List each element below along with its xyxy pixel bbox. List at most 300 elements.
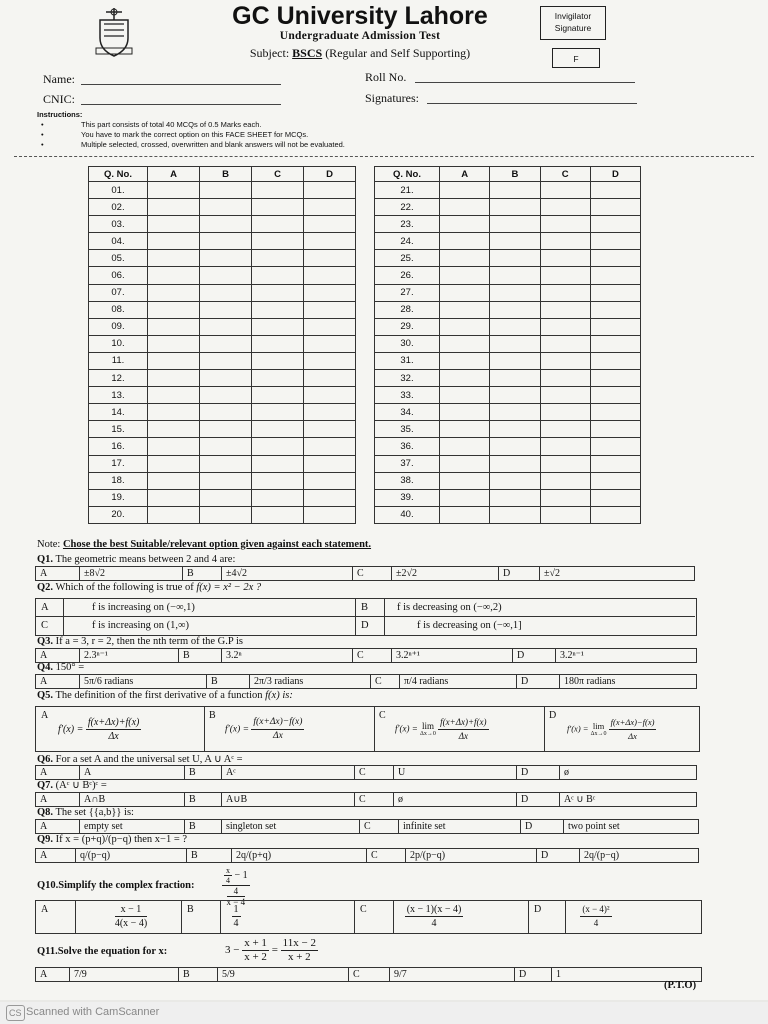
question-number-cell: 14. <box>89 404 148 421</box>
answer-bubble-a[interactable] <box>148 199 200 216</box>
answer-bubble-a[interactable] <box>148 387 200 404</box>
answer-bubble-b[interactable] <box>200 267 252 284</box>
option-label-c: C <box>348 968 390 981</box>
cnic-label: CNIC: <box>43 92 76 106</box>
answer-bubble-a[interactable] <box>148 489 200 506</box>
answer-bubble-d[interactable] <box>590 404 640 421</box>
answer-bubble-c[interactable] <box>540 301 590 318</box>
answer-bubble-d[interactable] <box>304 421 356 438</box>
limit-word: lim <box>592 721 605 731</box>
roll-no-field[interactable] <box>365 70 406 85</box>
numerator: f(x+Δx)+f(x) <box>87 717 140 728</box>
answer-bubble-a[interactable] <box>440 421 490 438</box>
answer-bubble-c[interactable] <box>252 370 304 387</box>
answer-bubble-c[interactable] <box>540 250 590 267</box>
numerator: f(x+Δx)+f(x) <box>438 716 488 730</box>
option-label-c: C <box>352 649 392 662</box>
option-label-c: C <box>370 675 400 688</box>
answer-bubble-b[interactable] <box>200 250 252 267</box>
answer-bubble-d[interactable] <box>590 301 640 318</box>
answer-bubble-a[interactable] <box>440 301 490 318</box>
answer-bubble-a[interactable] <box>440 387 490 404</box>
answer-bubble-d[interactable] <box>304 182 356 199</box>
answer-bubble-a[interactable] <box>148 438 200 455</box>
denominator: x + 2 <box>287 951 311 963</box>
answer-bubble-a[interactable] <box>148 284 200 301</box>
answer-row <box>89 250 356 267</box>
answer-bubble-a[interactable] <box>148 216 200 233</box>
question-number-cell: 03. <box>89 216 148 233</box>
answer-bubble-c[interactable] <box>540 267 590 284</box>
option-label-d: D <box>516 675 560 688</box>
answer-row <box>89 318 356 335</box>
option-c[interactable]: 9/7 <box>394 969 407 980</box>
answer-bubble-c[interactable] <box>252 438 304 455</box>
subject-line <box>160 46 560 61</box>
answer-bubble-d[interactable] <box>304 489 356 506</box>
answer-bubble-a[interactable] <box>440 438 490 455</box>
option-c[interactable] <box>394 901 474 933</box>
option-d[interactable] <box>566 901 626 933</box>
answer-bubble-a[interactable] <box>148 267 200 284</box>
answer-row <box>375 370 641 387</box>
answer-bubble-c[interactable] <box>540 506 590 523</box>
answer-bubble-c[interactable] <box>540 438 590 455</box>
answer-bubble-a[interactable] <box>148 352 200 369</box>
col-c: C <box>540 167 590 182</box>
denominator: 4 <box>431 918 437 929</box>
options-q7 <box>35 792 697 807</box>
answer-bubble-a[interactable] <box>440 284 490 301</box>
answer-bubble-b[interactable] <box>200 318 252 335</box>
answer-bubble-d[interactable] <box>304 438 356 455</box>
answer-bubble-a[interactable] <box>440 455 490 472</box>
option-b[interactable] <box>221 901 251 933</box>
option-d[interactable] <box>544 707 699 751</box>
answer-row <box>375 233 641 250</box>
answer-bubble-d[interactable] <box>590 455 640 472</box>
answer-bubble-a[interactable] <box>440 352 490 369</box>
inner-denominator: x − 4 <box>226 897 246 907</box>
answer-bubble-a[interactable] <box>440 233 490 250</box>
option-c[interactable]: ±2√2 <box>396 568 417 579</box>
answer-bubble-c[interactable] <box>252 489 304 506</box>
answer-bubble-d[interactable] <box>590 318 640 335</box>
numerator: f(x+Δx)−f(x) <box>251 716 304 730</box>
answer-bubble-d[interactable] <box>590 370 640 387</box>
answer-bubble-d[interactable] <box>304 404 356 421</box>
answer-bubble-b[interactable] <box>490 352 540 369</box>
option-a[interactable]: f is increasing on (−∞,1) <box>64 599 384 617</box>
option-a[interactable]: A∩B <box>84 794 106 805</box>
option-label-b: B <box>355 599 385 617</box>
answer-bubble-a[interactable] <box>148 506 200 523</box>
answer-bubble-d[interactable] <box>304 506 356 523</box>
answer-bubble-c[interactable] <box>252 301 304 318</box>
answer-bubble-a[interactable] <box>440 370 490 387</box>
option-label-a: A <box>36 675 80 688</box>
answer-bubble-c[interactable] <box>540 370 590 387</box>
answer-bubble-c[interactable] <box>540 233 590 250</box>
answer-bubble-d[interactable] <box>304 233 356 250</box>
answer-bubble-a[interactable] <box>440 472 490 489</box>
answer-bubble-d[interactable] <box>304 455 356 472</box>
roll-no-label: Roll No. <box>365 70 407 84</box>
cnic-field[interactable] <box>43 92 75 107</box>
answer-bubble-a[interactable] <box>440 182 490 199</box>
roll-no-line <box>415 82 635 83</box>
answer-bubble-c[interactable] <box>540 352 590 369</box>
answer-row <box>375 267 641 284</box>
question-4 <box>37 662 84 673</box>
answer-bubble-b[interactable] <box>200 182 252 199</box>
answer-bubble-b[interactable] <box>490 472 540 489</box>
question-number: Q5. <box>37 690 54 701</box>
question-text: 150° = <box>55 662 85 673</box>
instructions-list <box>37 120 345 150</box>
option-a[interactable]: ±8√2 <box>84 568 105 579</box>
outer-numerator-rest: − 1 <box>232 869 248 881</box>
answer-bubble-d[interactable] <box>590 506 640 523</box>
question-number-cell: 34. <box>375 404 440 421</box>
option-b[interactable]: A∪B <box>226 794 248 805</box>
option-a[interactable] <box>76 901 186 933</box>
answer-bubble-d[interactable] <box>590 489 640 506</box>
answer-bubble-d[interactable] <box>590 233 640 250</box>
option-c[interactable]: f is increasing on (1,∞) <box>92 620 190 631</box>
answer-bubble-b[interactable] <box>200 335 252 352</box>
answer-bubble-b[interactable] <box>200 370 252 387</box>
option-label-c: C <box>36 617 64 635</box>
derivative-lhs: f′(x) = <box>225 724 250 735</box>
question-number-cell: 01. <box>89 182 148 199</box>
answer-row <box>89 438 356 455</box>
answer-bubble-d[interactable] <box>590 438 640 455</box>
option-c[interactable]: 3.2ⁿ⁺¹ <box>396 650 420 661</box>
answer-bubble-a[interactable] <box>440 318 490 335</box>
fraction <box>232 903 241 930</box>
university-crest-icon <box>92 6 136 58</box>
answer-bubble-b[interactable] <box>490 387 540 404</box>
invigilator-signature-box[interactable]: Invigilator Signature <box>540 6 606 40</box>
question-text: If a = 3, r = 2, then the nth term of the G.P is <box>55 636 243 647</box>
answer-bubble-b[interactable] <box>200 506 252 523</box>
answer-bubble-c[interactable] <box>252 404 304 421</box>
answer-bubble-d[interactable] <box>304 199 356 216</box>
answer-bubble-b[interactable] <box>200 472 252 489</box>
option-d[interactable]: ±√2 <box>544 568 560 579</box>
option-c[interactable]: ø <box>398 794 403 805</box>
question-number-cell: 25. <box>375 250 440 267</box>
answer-bubble-c[interactable] <box>252 233 304 250</box>
answer-bubble-c[interactable] <box>252 216 304 233</box>
option-b[interactable]: f is decreasing on (−∞,2) <box>385 599 695 617</box>
answer-bubble-b[interactable] <box>200 421 252 438</box>
answer-bubble-c[interactable] <box>252 506 304 523</box>
option-label-a: A <box>36 901 76 933</box>
answer-bubble-d[interactable] <box>590 182 640 199</box>
answer-row <box>89 506 356 523</box>
limit-word: lim <box>421 721 434 731</box>
answer-bubble-c[interactable] <box>540 318 590 335</box>
answer-bubble-b[interactable] <box>490 438 540 455</box>
answer-bubble-b[interactable] <box>490 233 540 250</box>
option-a[interactable]: 5π/6 radians <box>84 676 134 687</box>
option-a[interactable]: empty set <box>84 821 123 832</box>
col-qno: Q. No. <box>375 167 440 182</box>
answer-bubble-c[interactable] <box>252 335 304 352</box>
answer-bubble-a[interactable] <box>440 335 490 352</box>
answer-bubble-a[interactable] <box>148 318 200 335</box>
answer-bubble-c[interactable] <box>252 267 304 284</box>
answer-bubble-b[interactable] <box>490 216 540 233</box>
answer-row <box>89 387 356 404</box>
answer-bubble-b[interactable] <box>200 216 252 233</box>
option-label-c: C <box>352 567 392 580</box>
answer-bubble-c[interactable] <box>252 182 304 199</box>
col-d: D <box>590 167 640 182</box>
question-3 <box>37 636 243 647</box>
option-b[interactable]: ±4√2 <box>226 568 247 579</box>
answer-bubble-a[interactable] <box>148 404 200 421</box>
numerator: f(x+Δx)−f(x) <box>609 716 657 730</box>
answer-bubble-b[interactable] <box>200 438 252 455</box>
answer-bubble-c[interactable] <box>540 472 590 489</box>
option-d[interactable]: 2q/(p−q) <box>584 850 620 861</box>
answer-bubble-d[interactable] <box>590 250 640 267</box>
answer-bubble-a[interactable] <box>440 216 490 233</box>
answer-bubble-a[interactable] <box>148 233 200 250</box>
answer-bubble-a[interactable] <box>440 250 490 267</box>
col-a: A <box>440 167 490 182</box>
question-number-cell: 36. <box>375 438 440 455</box>
answer-bubble-b[interactable] <box>490 199 540 216</box>
option-d[interactable]: Aᶜ ∪ Bᶜ <box>564 794 596 805</box>
option-a[interactable]: q/(p−q) <box>80 850 111 861</box>
question-text: (Aᶜ ∪ Bᶜ)ᶜ = <box>55 780 107 791</box>
fraction <box>609 716 657 743</box>
answer-bubble-c[interactable] <box>252 199 304 216</box>
answer-bubble-a[interactable] <box>148 182 200 199</box>
instruction-item: • This part consists of total 40 MCQs of 0.5 Marks each. <box>41 120 345 130</box>
answer-bubble-b[interactable] <box>490 301 540 318</box>
option-c[interactable] <box>374 707 544 751</box>
answer-bubble-d[interactable] <box>304 284 356 301</box>
answer-bubble-c[interactable] <box>540 404 590 421</box>
answer-bubble-c[interactable] <box>540 421 590 438</box>
option-label-b: B <box>206 675 250 688</box>
option-b[interactable]: Aᶜ <box>226 767 236 778</box>
option-b[interactable]: singleton set <box>226 821 277 832</box>
answer-bubble-d[interactable] <box>590 421 640 438</box>
answer-bubble-d[interactable] <box>590 387 640 404</box>
answer-bubble-c[interactable] <box>252 387 304 404</box>
answer-bubble-b[interactable] <box>490 404 540 421</box>
option-d[interactable]: 180π radians <box>564 676 616 687</box>
note <box>37 539 371 550</box>
question-2 <box>37 582 261 593</box>
fraction <box>242 937 269 964</box>
answer-bubble-d[interactable] <box>304 472 356 489</box>
option-a[interactable] <box>36 707 204 751</box>
answer-bubble-a[interactable] <box>148 250 200 267</box>
answer-bubble-b[interactable] <box>200 489 252 506</box>
option-c[interactable]: infinite set <box>403 821 446 832</box>
answer-bubble-b[interactable] <box>490 250 540 267</box>
answer-bubble-c[interactable] <box>540 489 590 506</box>
answer-bubble-d[interactable] <box>590 216 640 233</box>
answer-bubble-c[interactable] <box>252 352 304 369</box>
answer-bubble-a[interactable] <box>440 489 490 506</box>
answer-bubble-d[interactable] <box>590 472 640 489</box>
answer-bubble-d[interactable] <box>590 352 640 369</box>
answer-bubble-d[interactable] <box>590 267 640 284</box>
answer-bubble-b[interactable] <box>490 506 540 523</box>
answer-bubble-a[interactable] <box>148 421 200 438</box>
option-a[interactable]: A <box>84 767 92 778</box>
answer-bubble-d[interactable] <box>590 335 640 352</box>
answer-bubble-b[interactable] <box>200 199 252 216</box>
limit-subscript: Δx→0 <box>590 731 607 737</box>
question-number-cell: 28. <box>375 301 440 318</box>
answer-bubble-d[interactable] <box>590 284 640 301</box>
option-b[interactable]: 5/9 <box>222 969 235 980</box>
answer-bubble-c[interactable] <box>540 284 590 301</box>
cnic-line <box>81 104 281 105</box>
question-number-cell: 10. <box>89 335 148 352</box>
col-b: B <box>200 167 252 182</box>
answer-bubble-a[interactable] <box>148 455 200 472</box>
answer-bubble-b[interactable] <box>200 352 252 369</box>
answer-bubble-a[interactable] <box>148 335 200 352</box>
option-d-formula <box>567 716 656 743</box>
option-d[interactable]: f is decreasing on (−∞,1] <box>417 620 522 631</box>
answer-bubble-c[interactable] <box>252 455 304 472</box>
name-line <box>81 84 281 85</box>
question-7 <box>37 779 107 791</box>
answer-bubble-d[interactable] <box>304 318 356 335</box>
answer-bubble-a[interactable] <box>148 370 200 387</box>
answer-bubble-c[interactable] <box>540 182 590 199</box>
answer-bubble-b[interactable] <box>490 182 540 199</box>
answer-bubble-b[interactable] <box>200 455 252 472</box>
answer-bubble-c[interactable] <box>252 284 304 301</box>
answer-bubble-d[interactable] <box>304 267 356 284</box>
answer-bubble-d[interactable] <box>304 387 356 404</box>
answer-bubble-b[interactable] <box>200 233 252 250</box>
answer-bubble-c[interactable] <box>252 318 304 335</box>
answer-bubble-d[interactable] <box>304 352 356 369</box>
question-number-cell: 17. <box>89 455 148 472</box>
answer-bubble-c[interactable] <box>252 472 304 489</box>
answer-bubble-b[interactable] <box>490 284 540 301</box>
question-text: The definition of the first derivative of a function <box>55 690 263 701</box>
answer-row <box>375 335 641 352</box>
question-number: Q6. <box>37 754 54 765</box>
answer-bubble-b[interactable] <box>200 404 252 421</box>
answer-row <box>375 506 641 523</box>
option-b[interactable]: 2q/(p+q) <box>236 850 272 861</box>
option-c[interactable]: π/4 radians <box>404 676 449 687</box>
answer-bubble-b[interactable] <box>490 318 540 335</box>
name-field[interactable] <box>43 72 75 87</box>
answer-bubble-d[interactable] <box>304 335 356 352</box>
answer-bubble-d[interactable] <box>304 216 356 233</box>
option-d[interactable]: ø <box>564 767 569 778</box>
answer-table-left <box>88 166 356 524</box>
answer-bubble-d[interactable] <box>304 301 356 318</box>
answer-bubble-b[interactable] <box>490 335 540 352</box>
answer-bubble-a[interactable] <box>440 199 490 216</box>
answer-bubble-a[interactable] <box>440 506 490 523</box>
answer-bubble-b[interactable] <box>490 455 540 472</box>
answer-bubble-a[interactable] <box>440 404 490 421</box>
answer-bubble-c[interactable] <box>540 216 590 233</box>
answer-bubble-b[interactable] <box>490 489 540 506</box>
answer-row <box>375 216 641 233</box>
option-b[interactable]: 2π/3 radians <box>254 676 304 687</box>
question-text: The set {{a,b}} is: <box>55 807 134 818</box>
subject-detail: (Regular and Self Supporting) <box>325 46 471 60</box>
option-b[interactable] <box>204 707 374 751</box>
answer-row <box>375 455 641 472</box>
numerator: x + 1 <box>244 937 267 949</box>
answer-row <box>375 421 641 438</box>
inner-numerator: x <box>226 866 230 875</box>
option-a[interactable]: 2.3ⁿ⁻¹ <box>84 650 108 661</box>
fraction <box>281 937 318 964</box>
answer-bubble-a[interactable] <box>148 472 200 489</box>
answer-bubble-c[interactable] <box>540 387 590 404</box>
answer-bubble-b[interactable] <box>200 301 252 318</box>
option-d[interactable]: 1 <box>556 969 561 980</box>
answer-bubble-b[interactable] <box>490 267 540 284</box>
question-9 <box>37 834 187 845</box>
option-label-a: A <box>36 820 80 833</box>
question-text: The geometric means between 2 and 4 are: <box>55 554 236 565</box>
answer-bubble-c[interactable] <box>540 455 590 472</box>
question-number-cell: 22. <box>375 199 440 216</box>
answer-bubble-b[interactable] <box>490 421 540 438</box>
question-number-cell: 38. <box>375 472 440 489</box>
answer-bubble-d[interactable] <box>304 370 356 387</box>
signatures-field[interactable] <box>365 91 419 106</box>
option-c[interactable]: 2p/(p−q) <box>410 850 446 861</box>
answer-bubble-c[interactable] <box>540 335 590 352</box>
answer-row <box>89 404 356 421</box>
option-c[interactable]: U <box>398 767 406 778</box>
answer-bubble-a[interactable] <box>440 267 490 284</box>
option-label-c: C <box>379 710 386 721</box>
answer-bubble-b[interactable] <box>200 387 252 404</box>
answer-row <box>89 267 356 284</box>
answer-bubble-a[interactable] <box>148 301 200 318</box>
option-a[interactable]: 7/9 <box>74 969 87 980</box>
answer-bubble-c[interactable] <box>540 199 590 216</box>
answer-bubble-d[interactable] <box>590 199 640 216</box>
answer-row <box>89 489 356 506</box>
answer-bubble-c[interactable] <box>252 250 304 267</box>
option-d[interactable]: 3.2ⁿ⁻¹ <box>560 650 584 661</box>
option-d[interactable]: two point set <box>568 821 620 832</box>
answer-bubble-c[interactable] <box>252 421 304 438</box>
question-number-cell: 06. <box>89 267 148 284</box>
answer-bubble-d[interactable] <box>304 250 356 267</box>
answer-bubble-b[interactable] <box>200 284 252 301</box>
answer-bubble-b[interactable] <box>490 370 540 387</box>
option-b[interactable]: 3.2ⁿ <box>226 650 242 661</box>
instructions-heading: Instructions: <box>37 110 83 119</box>
